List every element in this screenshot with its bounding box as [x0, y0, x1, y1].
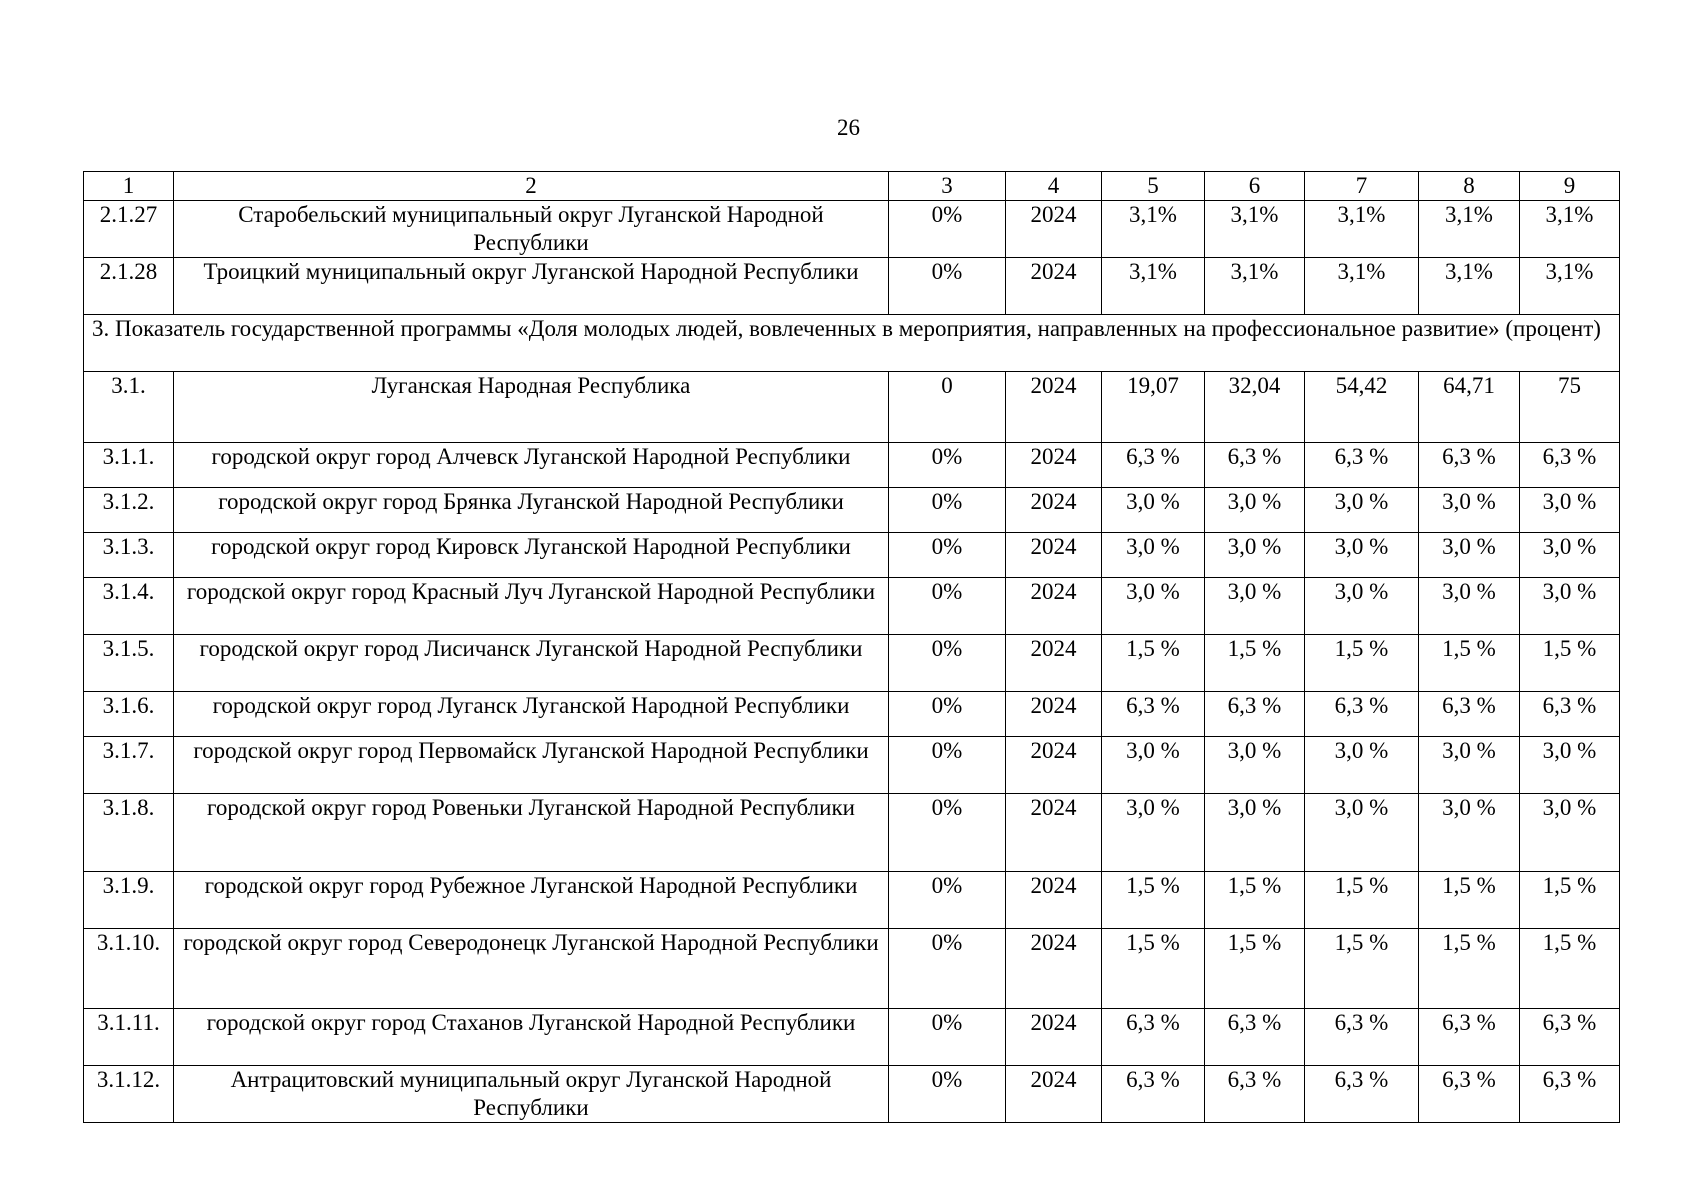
- value-col-9: 3,0 %: [1520, 578, 1620, 635]
- value-col-7: 3,0 %: [1305, 737, 1419, 794]
- value-col-5: 1,5 %: [1102, 929, 1205, 1009]
- territory-name: городской округ город Ровеньки Луганской Народной Республики: [174, 794, 889, 872]
- value-col-9: 3,0 %: [1520, 737, 1620, 794]
- value-col-7: 3,1%: [1305, 201, 1419, 258]
- value-col-6: 6,3 %: [1205, 1066, 1305, 1123]
- value-col-8: 3,0 %: [1419, 794, 1520, 872]
- row-number: 3.1.8.: [84, 794, 174, 872]
- table-row: [84, 201, 1620, 258]
- value-col-5: 6,3 %: [1102, 692, 1205, 737]
- row-number: 3.1.10.: [84, 929, 174, 1009]
- value-col-8: 1,5 %: [1419, 635, 1520, 692]
- row-number: 3.1.2.: [84, 488, 174, 533]
- table-row: [84, 794, 1620, 872]
- value-col-6: 1,5 %: [1205, 929, 1305, 1009]
- value-col-5: 3,1%: [1102, 258, 1205, 315]
- table-row: [84, 533, 1620, 578]
- base-value: 0%: [889, 737, 1006, 794]
- value-col-7: 3,0 %: [1305, 578, 1419, 635]
- row-number: 3.1.1.: [84, 443, 174, 488]
- base-year: 2024: [1006, 794, 1102, 872]
- value-col-7: 54,42: [1305, 372, 1419, 443]
- column-number: 3: [889, 172, 1006, 201]
- value-col-6: 1,5 %: [1205, 635, 1305, 692]
- indicator-table: [83, 171, 1620, 1123]
- table-row: [84, 872, 1620, 929]
- value-col-9: 1,5 %: [1520, 635, 1620, 692]
- column-number: 6: [1205, 172, 1305, 201]
- value-col-8: 1,5 %: [1419, 929, 1520, 1009]
- value-col-8: 3,0 %: [1419, 578, 1520, 635]
- value-col-5: 3,0 %: [1102, 488, 1205, 533]
- value-col-6: 6,3 %: [1205, 1009, 1305, 1066]
- table-row: [84, 692, 1620, 737]
- table-row: [84, 258, 1620, 315]
- row-number: 3.1.12.: [84, 1066, 174, 1123]
- value-col-5: 3,1%: [1102, 201, 1205, 258]
- territory-name: городской округ город Рубежное Луганской Народной Республики: [174, 872, 889, 929]
- territory-name: Луганская Народная Республика: [174, 372, 889, 443]
- value-col-9: 6,3 %: [1520, 443, 1620, 488]
- row-number: 3.1.9.: [84, 872, 174, 929]
- table-row: [84, 578, 1620, 635]
- section-title: 3. Показатель государственной программы «Доля молодых людей, вовлеченных в мероприятия, направленных на профессиональное развитие» (процент): [84, 315, 1620, 372]
- base-year: 2024: [1006, 578, 1102, 635]
- column-number-row: [84, 172, 1620, 201]
- row-number: 2.1.28: [84, 258, 174, 315]
- column-number: 9: [1520, 172, 1620, 201]
- row-number: 3.1.7.: [84, 737, 174, 794]
- value-col-6: 6,3 %: [1205, 692, 1305, 737]
- value-col-5: 3,0 %: [1102, 578, 1205, 635]
- base-value: 0%: [889, 533, 1006, 578]
- base-year: 2024: [1006, 533, 1102, 578]
- column-number: 8: [1419, 172, 1520, 201]
- base-value: 0%: [889, 201, 1006, 258]
- value-col-7: 6,3 %: [1305, 1066, 1419, 1123]
- base-year: 2024: [1006, 488, 1102, 533]
- value-col-7: 6,3 %: [1305, 692, 1419, 737]
- base-value: 0%: [889, 794, 1006, 872]
- value-col-5: 1,5 %: [1102, 635, 1205, 692]
- value-col-7: 3,0 %: [1305, 488, 1419, 533]
- column-number: 7: [1305, 172, 1419, 201]
- base-value: 0%: [889, 929, 1006, 1009]
- value-col-8: 3,0 %: [1419, 488, 1520, 533]
- table-row: [84, 443, 1620, 488]
- base-year: 2024: [1006, 372, 1102, 443]
- territory-name: городской округ город Лисичанск Луганской Народной Республики: [174, 635, 889, 692]
- value-col-6: 3,1%: [1205, 258, 1305, 315]
- base-year: 2024: [1006, 635, 1102, 692]
- page-number: 26: [837, 115, 860, 140]
- value-col-7: 1,5 %: [1305, 635, 1419, 692]
- value-col-9: 3,0 %: [1520, 488, 1620, 533]
- column-number: 4: [1006, 172, 1102, 201]
- base-year: 2024: [1006, 1066, 1102, 1123]
- column-number: 1: [84, 172, 174, 201]
- territory-name: городской округ город Первомайск Луганской Народной Республики: [174, 737, 889, 794]
- value-col-7: 6,3 %: [1305, 443, 1419, 488]
- row-number: 3.1.11.: [84, 1009, 174, 1066]
- value-col-8: 6,3 %: [1419, 692, 1520, 737]
- value-col-9: 1,5 %: [1520, 872, 1620, 929]
- value-col-9: 75: [1520, 372, 1620, 443]
- base-year: 2024: [1006, 872, 1102, 929]
- value-col-6: 3,0 %: [1205, 533, 1305, 578]
- value-col-7: 1,5 %: [1305, 929, 1419, 1009]
- base-value: 0%: [889, 258, 1006, 315]
- value-col-5: 3,0 %: [1102, 794, 1205, 872]
- base-year: 2024: [1006, 1009, 1102, 1066]
- value-col-8: 3,0 %: [1419, 533, 1520, 578]
- value-col-5: 6,3 %: [1102, 1009, 1205, 1066]
- value-col-9: 3,0 %: [1520, 533, 1620, 578]
- value-col-6: 32,04: [1205, 372, 1305, 443]
- row-number: 2.1.27: [84, 201, 174, 258]
- value-col-8: 6,3 %: [1419, 443, 1520, 488]
- row-number: 3.1.5.: [84, 635, 174, 692]
- base-value: 0%: [889, 872, 1006, 929]
- table-row: [84, 737, 1620, 794]
- value-col-7: 3,0 %: [1305, 533, 1419, 578]
- value-col-9: 6,3 %: [1520, 1066, 1620, 1123]
- row-number: 3.1.3.: [84, 533, 174, 578]
- value-col-5: 3,0 %: [1102, 737, 1205, 794]
- territory-name: городской округ город Стаханов Луганской Народной Республики: [174, 1009, 889, 1066]
- territory-name: Троицкий муниципальный округ Луганской Народной Республики: [174, 258, 889, 315]
- row-number: 3.1.4.: [84, 578, 174, 635]
- base-year: 2024: [1006, 929, 1102, 1009]
- value-col-8: 3,1%: [1419, 201, 1520, 258]
- value-col-8: 3,1%: [1419, 258, 1520, 315]
- value-col-5: 6,3 %: [1102, 1066, 1205, 1123]
- base-year: 2024: [1006, 443, 1102, 488]
- base-year: 2024: [1006, 201, 1102, 258]
- value-col-7: 1,5 %: [1305, 872, 1419, 929]
- value-col-8: 64,71: [1419, 372, 1520, 443]
- column-number: 5: [1102, 172, 1205, 201]
- base-year: 2024: [1006, 737, 1102, 794]
- territory-name: городской округ город Алчевск Луганской Народной Республики: [174, 443, 889, 488]
- base-value: 0%: [889, 1009, 1006, 1066]
- base-value: 0%: [889, 635, 1006, 692]
- table-row: [84, 372, 1620, 443]
- territory-name: городской округ город Северодонецк Луганской Народной Республики: [174, 929, 889, 1009]
- value-col-6: 3,0 %: [1205, 488, 1305, 533]
- territory-name: городской округ город Луганск Луганской Народной Республики: [174, 692, 889, 737]
- value-col-5: 19,07: [1102, 372, 1205, 443]
- value-col-8: 1,5 %: [1419, 872, 1520, 929]
- table-row: [84, 635, 1620, 692]
- value-col-5: 6,3 %: [1102, 443, 1205, 488]
- value-col-7: 3,1%: [1305, 258, 1419, 315]
- value-col-8: 6,3 %: [1419, 1009, 1520, 1066]
- section-row: [84, 315, 1620, 372]
- territory-name: городской округ город Кировск Луганской Народной Республики: [174, 533, 889, 578]
- value-col-9: 3,1%: [1520, 258, 1620, 315]
- table-row: [84, 1066, 1620, 1123]
- base-value: 0: [889, 372, 1006, 443]
- value-col-9: 6,3 %: [1520, 1009, 1620, 1066]
- base-value: 0%: [889, 578, 1006, 635]
- value-col-9: 1,5 %: [1520, 929, 1620, 1009]
- value-col-7: 6,3 %: [1305, 1009, 1419, 1066]
- row-number: 3.1.: [84, 372, 174, 443]
- value-col-6: 3,0 %: [1205, 737, 1305, 794]
- table-row: [84, 488, 1620, 533]
- value-col-8: 6,3 %: [1419, 1066, 1520, 1123]
- value-col-8: 3,0 %: [1419, 737, 1520, 794]
- value-col-6: 3,0 %: [1205, 578, 1305, 635]
- base-year: 2024: [1006, 258, 1102, 315]
- base-value: 0%: [889, 488, 1006, 533]
- value-col-6: 1,5 %: [1205, 872, 1305, 929]
- territory-name: городской округ город Брянка Луганской Народной Республики: [174, 488, 889, 533]
- value-col-9: 3,0 %: [1520, 794, 1620, 872]
- table-row: [84, 929, 1620, 1009]
- value-col-6: 3,1%: [1205, 201, 1305, 258]
- row-number: 3.1.6.: [84, 692, 174, 737]
- value-col-5: 1,5 %: [1102, 872, 1205, 929]
- base-value: 0%: [889, 1066, 1006, 1123]
- value-col-6: 3,0 %: [1205, 794, 1305, 872]
- column-number: 2: [174, 172, 889, 201]
- value-col-9: 3,1%: [1520, 201, 1620, 258]
- value-col-9: 6,3 %: [1520, 692, 1620, 737]
- value-col-6: 6,3 %: [1205, 443, 1305, 488]
- table-row: [84, 1009, 1620, 1066]
- base-year: 2024: [1006, 692, 1102, 737]
- territory-name: городской округ город Красный Луч Луганской Народной Республики: [174, 578, 889, 635]
- territory-name: Антрацитовский муниципальный округ Луганской Народной Республики: [174, 1066, 889, 1123]
- base-value: 0%: [889, 692, 1006, 737]
- value-col-7: 3,0 %: [1305, 794, 1419, 872]
- value-col-5: 3,0 %: [1102, 533, 1205, 578]
- territory-name: Старобельский муниципальный округ Луганской Народной Республики: [174, 201, 889, 258]
- base-value: 0%: [889, 443, 1006, 488]
